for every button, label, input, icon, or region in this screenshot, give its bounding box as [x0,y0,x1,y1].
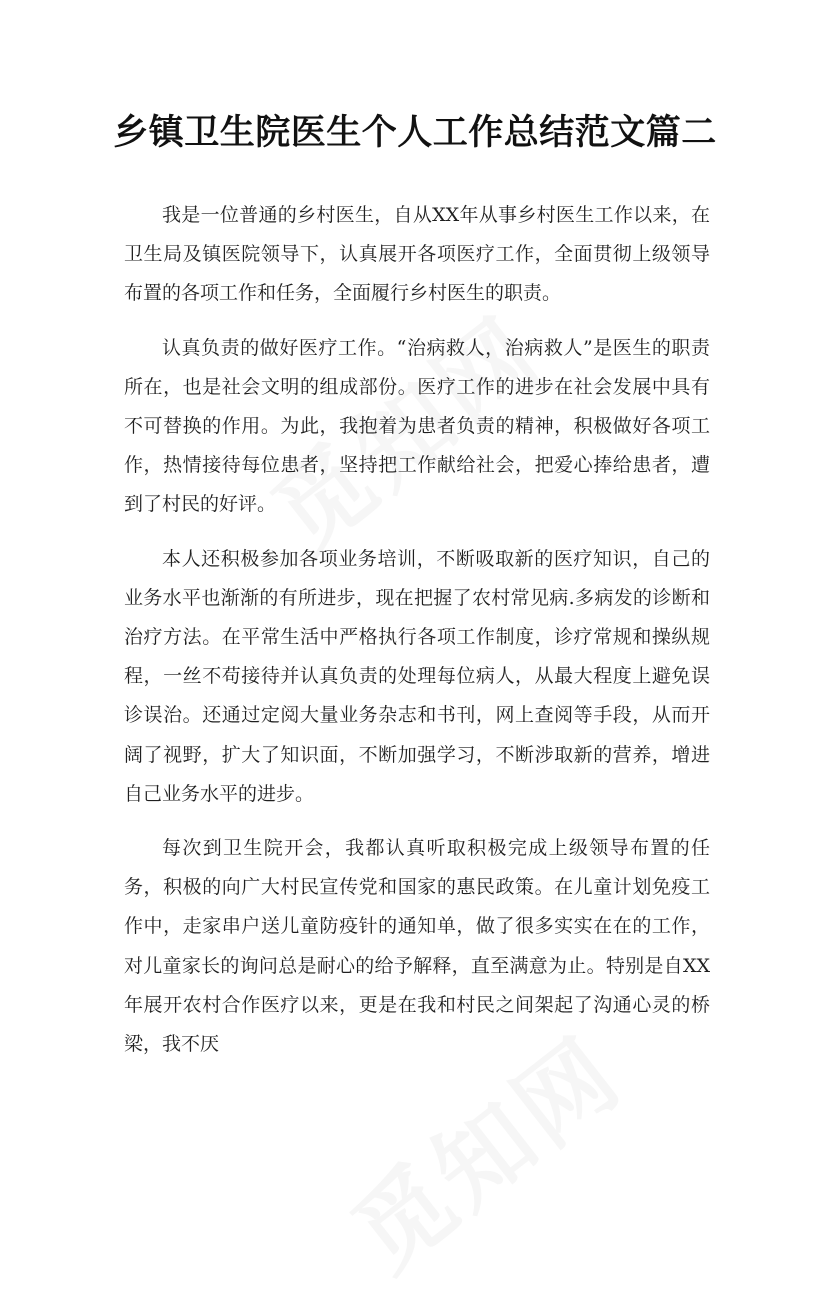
paragraph-1: 我是一位普通的乡村医生，自从XX年从事乡村医生工作以来，在卫生局及镇医院领导下，认真展开各项医疗工作，全面贯彻上级领导布置的各项工作和任务，全面履行乡村医生的职责。 [124,204,710,305]
paragraph-4: 每次到卫生院开会，我都认真听取积极完成上级领导布置的任务，积极的向广大村民宣传党和国家的惠民政策。在儿童计划免疫工作中，走家串户送儿童防疫针的通知单，做了很多实实在在的工作，对儿童家长的询问总是耐心的给予解释，直至满意为止。特别是自XX年展开农村合作医疗以来，更是在我和村民之间架起了沟通心灵的桥梁，我不厌 [124,837,710,1056]
paragraph-3: 本人还积极参加各项业务培训，不断吸取新的医疗知识，自己的业务水平也渐渐的有所进步，现在把握了农村常见病.多病发的诊断和治疗方法。在平常生活中严格执行各项工作制度，诊疗常规和操纵规程，一丝不苟接待并认真负责的处理每位病人，从最大程度上避免误诊误治。还通过定阅大量业务杂志和书刊，网上查阅等手段，从而开阔了视野，扩大了知识面，不断加强学习，不断涉取新的营养，增进自己业务水平的进步。 [124,547,710,805]
document-body [124,196,710,1079]
paragraph-2: 认真负责的做好医疗工作。“治病救人，治病救人”是医生的职责所在，也是社会文明的组成部份。医疗工作的进步在社会发展中具有不可替换的作用。为此，我抱着为患者负责的精神，积极做好各项工作，热情接待每位患者，坚持把工作献给社会，把爱心捧给患者，遭到了村民的好评。 [124,336,710,516]
document-title: 乡镇卫生院医生个人工作总结范文篇二 [113,112,717,153]
